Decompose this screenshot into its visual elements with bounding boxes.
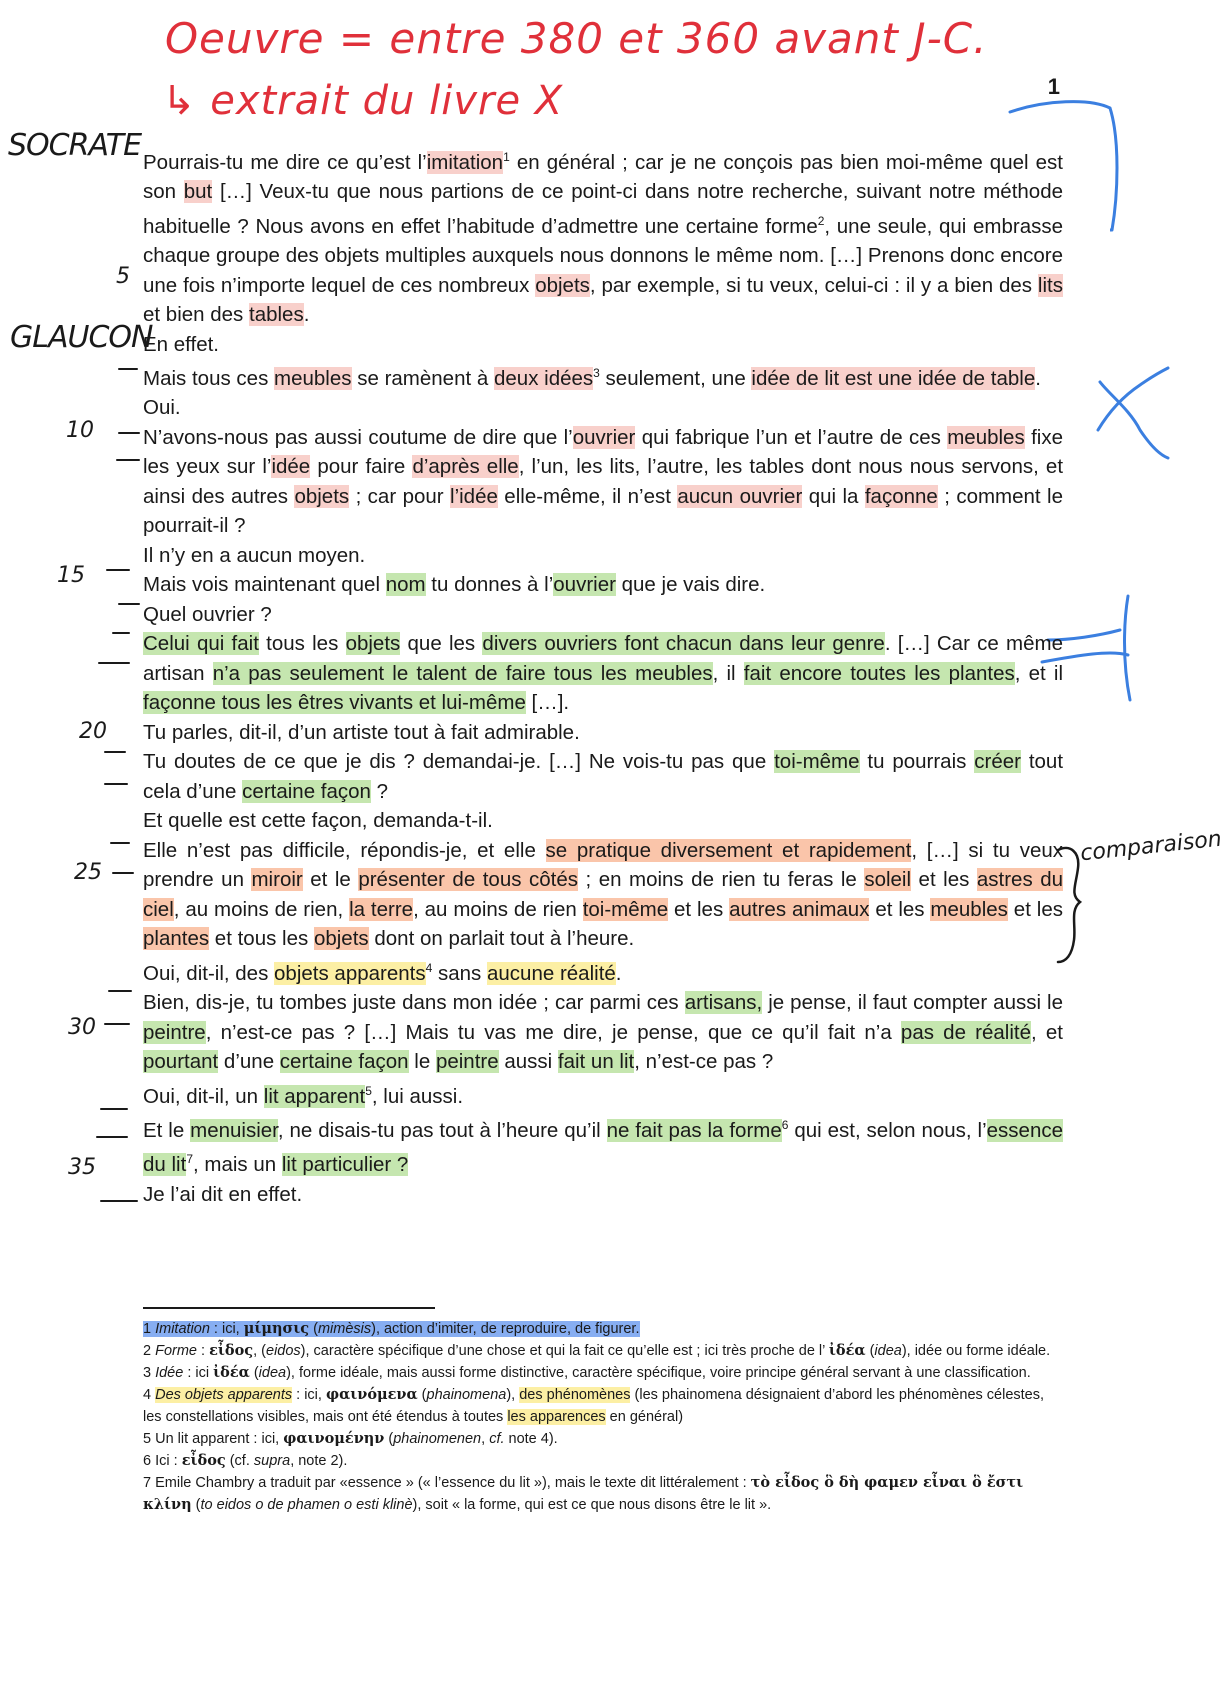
footnote-4: 4 Des objets apparents : ici, φαινόμενα (phainomena), des phénomènes (les phainomena désignaient d’abord les phénomènes célestes, les constellations visibles, mais ont été étendus à toutes les apparences en général) (143, 1386, 1045, 1425)
dialogue-dash (110, 842, 130, 844)
paragraph-1: Pourrais-tu me dire ce qu’est l’imitation$^1$ en général ; car je ne conçois pas bien moi-même quel est son but […] Veux-tu que nous partions de ce point-ci dans notre recherche, suivant notre méthode habituelle ? Nous avons en effet l’habitude d’admettre une certaine forme$^2$, une seule, qui embrasse chaque groupe des objets multiples auxquels nous donnons le même nom. […] Prenons donc encore une fois n’importe lequel de ces nombreux objets, par exemple, si tu veux, celui-ci : il y a bien des lits et bien des tables. (143, 150, 1063, 327)
footnotes (143, 1318, 1063, 1516)
dialogue-dash (104, 783, 128, 785)
paragraph-18: Je l’ai dit en effet. (143, 1182, 303, 1206)
dialogue-dash (108, 990, 132, 992)
paragraph-16: Oui, dit-il, un lit apparent$^5$, lui aussi. (143, 1083, 464, 1108)
line-number: 25 (74, 860, 102, 885)
dialogue-dash (112, 632, 130, 634)
dialogue-dash (116, 459, 140, 461)
dialogue-dash (98, 662, 130, 664)
page-number: 1 (1047, 74, 1060, 99)
paragraph-8: Quel ouvrier ? (143, 602, 272, 626)
dialogue-dash (100, 1200, 138, 1202)
dialogue-dash (118, 603, 140, 605)
footnote-3: 3 Idée : ici ἰδέα (idea), forme idéale, mais aussi forme distinctive, caractère spécifique, voire principe général servant à une classification. (143, 1364, 1031, 1381)
paragraph-9: Celui qui fait tous les objets que les divers ouvriers font chacun dans leur genre. […] Car ce même artisan n’a pas seulement le talent de faire tous les meubles, il fait encore toutes les plantes, et il façonne tous les êtres vivants et lui-même […]. (143, 632, 1064, 715)
footnote-2: 2 Forme : εἶδος, (eidos), caractère spécifique d’une chose et qui la fait ce qu’elle est ; ici très proche de l’ ἰδέα (idea), idée ou forme idéale. (143, 1342, 1051, 1359)
footnote-7: 7 Emile Chambry a traduit par «essence » (« l’essence du lit »), mais le texte dit littéralement : τὸ εἶδος ὃ δὴ φαμεν εἶναι ὃ ἔστι κλίνη (to eidos o de phamen o esti klinè), soit « la forme, qui est ce que nous disons être le lit ». (143, 1474, 1024, 1513)
dialogue-text (143, 143, 1063, 1209)
dialogue-dash (104, 751, 126, 753)
line-number: 35 (68, 1155, 96, 1180)
paragraph-6: Il n’y en a aucun moyen. (143, 543, 366, 567)
footnote-separator (143, 1307, 435, 1309)
line-number: 15 (57, 563, 85, 588)
handwritten-excerpt-note: ↳ extrait du livre X (162, 78, 564, 124)
speaker-label-glaucon: GLAUCON (10, 320, 153, 355)
dialogue-dash (106, 569, 130, 571)
paragraph-7: Mais vois maintenant quel nom tu donnes à l’ouvrier que je vais dire. (143, 573, 766, 597)
paragraph-4: Oui. (143, 396, 181, 420)
paragraph-11: Tu doutes de ce que je dis ? demandai-je. […] Ne vois-tu pas que toi-même tu pourrais créer tout cela d’une certaine façon ? (143, 750, 1064, 803)
footnote-5: 5 Un lit apparent : ici, φαινομένην (phainomenen, cf. note 4). (143, 1430, 558, 1447)
handwritten-date-note: Oeuvre = entre 380 et 360 avant J-C. (165, 14, 988, 63)
handwritten-side-note: comparaison (1079, 826, 1223, 867)
speaker-label-socrate: SOCRATE (8, 128, 142, 163)
paragraph-5: N’avons-nous pas aussi coutume de dire que l’ouvrier qui fabrique l’un et l’autre de ces meubles fixe les yeux sur l’idée pour faire d’après elle, l’un, les lits, l’autre, les tables dont nous nous servons, et ainsi des autres objets ; car pour l’idée elle-même, il n’est aucun ouvrier qui la façonne ; comment le pourrait-il ? (143, 425, 1064, 538)
dialogue-dash (118, 432, 140, 434)
dialogue-dash (100, 1108, 128, 1110)
dialogue-dash (118, 368, 138, 370)
paragraph-12: Et quelle est cette façon, demanda-t-il. (143, 809, 493, 833)
line-number: 10 (66, 418, 94, 443)
dialogue-dash (112, 872, 134, 874)
paragraph-13: Elle n’est pas difficile, répondis-je, et elle se pratique diversement et rapidement, […] si tu veux prendre un miroir et le présenter de tous côtés ; en moins de rien tu feras le soleil et les astres du ciel, au moins de rien, la terre, au moins de rien toi-même et les autres animaux et les meubles et les plantes et tous les objets dont on parlait tout à l’heure. (143, 838, 1064, 951)
paragraph-2: En effet. (143, 332, 219, 356)
line-number: 30 (68, 1015, 96, 1040)
line-number: 20 (79, 719, 107, 744)
dialogue-dash (96, 1136, 128, 1138)
paragraph-3: Mais tous ces meubles se ramènent à deux idées$^3$ seulement, une idée de lit est une idée de table. (143, 366, 1041, 390)
footnote-1: 1 Imitation : ici, μίμησις (mimèsis), action d’imiter, de reproduire, de figurer. (143, 1320, 640, 1337)
paragraph-17: Et le menuisier, ne disais-tu pas tout à l’heure qu’il ne fait pas la forme$^6$ qui est, selon nous, l’essence du lit$^7$, mais un lit particulier ? (143, 1118, 1063, 1177)
dialogue-dash (104, 1023, 130, 1025)
paragraph-14: Oui, dit-il, des objets apparents$^4$ sans aucune réalité. (143, 960, 622, 985)
paragraph-15: Bien, dis-je, tu tombes juste dans mon idée ; car parmi ces artisans, je pense, il faut compter aussi le peintre, n’est-ce pas ? […] Mais tu vas me dire, je pense, que ce qu’il fait n’a pas de réalité, et pourtant d’une certaine façon le peintre aussi fait un lit, n’est-ce pas ? (143, 991, 1063, 1074)
line-number: 5 (116, 264, 130, 289)
paragraph-10: Tu parles, dit-il, d’un artiste tout à fait admirable. (143, 720, 580, 744)
footnote-6: 6 Ici : εἶδος (cf. supra, note 2). (143, 1452, 348, 1469)
